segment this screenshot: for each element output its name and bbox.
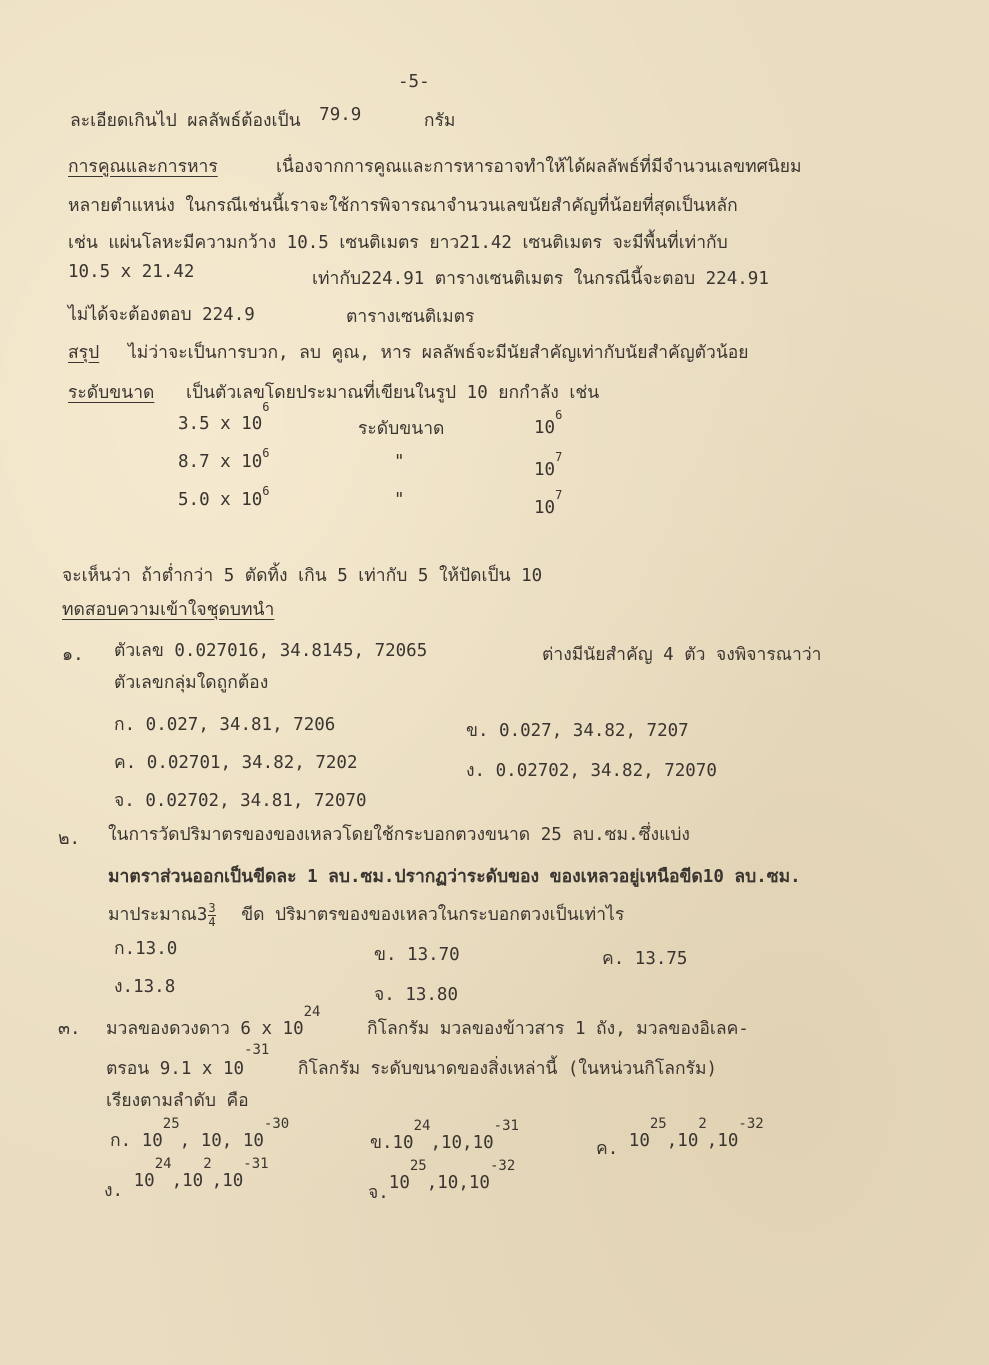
q3-line1 bbox=[106, 1004, 749, 1042]
intro-line bbox=[70, 106, 455, 134]
q2-fraction bbox=[208, 902, 215, 929]
mult-paragraph-4b: เท่ากับ224.91 ตารางเซนติเมตร ในกรณีนี้จะตอบ 224.91 bbox=[312, 269, 769, 289]
q1-option-c: ค. 0.02701, 34.82, 7202 bbox=[114, 753, 358, 773]
order-heading: ระดับขนาด bbox=[68, 383, 155, 403]
q3-option-d: ง. $10^{24},10^2,10^{-31}$ bbox=[104, 1156, 269, 1201]
intro-text: ละเอียดเกินไป ผลลัพธ์ต้องเป็น bbox=[70, 111, 301, 131]
intro-unit: กรัม bbox=[423, 111, 456, 131]
summary-heading: สรุป bbox=[68, 343, 100, 363]
order-row-3 bbox=[178, 484, 563, 518]
order-row-2 bbox=[178, 446, 563, 480]
order-result-exp: 7 bbox=[555, 450, 563, 464]
q1-number: ๑. bbox=[62, 645, 84, 665]
order-text: เป็นตัวเลขโดยประมาณที่เขียนในรูป 10 ยกกำลัง เช่น bbox=[186, 383, 600, 403]
q3-option-e-label: จ. bbox=[368, 1183, 389, 1203]
q3-option-a-label: ก. bbox=[110, 1131, 132, 1151]
q2-option-a: ก.13.0 bbox=[114, 939, 178, 959]
order-result-base: 10 bbox=[534, 498, 556, 518]
q2-line3b: ขีด ปริมาตรของของเหลวในกระบอกตวงเป็นเท่าไร bbox=[241, 905, 625, 925]
q2-line3a: มาประมาณ3 bbox=[108, 905, 208, 925]
q3-option-c: ค. $10^{25},10^2,10^{-32}$ bbox=[596, 1116, 764, 1159]
order-label: ระดับขนาด bbox=[358, 419, 445, 439]
q2-number: ๒. bbox=[58, 829, 81, 849]
order-base: 8.7 x 10 bbox=[178, 452, 263, 472]
order-base: 3.5 x 10 bbox=[178, 414, 263, 434]
q3-number: ๓. bbox=[58, 1019, 81, 1039]
q3-option-c-label: ค. bbox=[596, 1139, 619, 1159]
mult-paragraph-4a: 10.5 x 21.42 bbox=[68, 262, 195, 282]
q1-line1a: ตัวเลข 0.027016, 34.8145, 72065 bbox=[114, 641, 428, 661]
q3-option-e: จ$.10^{25},10,10^{-32}$ bbox=[368, 1158, 516, 1203]
q1-line1b: ต่างมีนัยสำคัญ 4 ตัว จงพิจารณาว่า bbox=[542, 645, 822, 665]
q1-option-a: ก. 0.027, 34.81, 7206 bbox=[114, 715, 336, 735]
q2-option-e: จ. 13.80 bbox=[374, 985, 459, 1005]
mult-paragraph-5a: ไม่ได้จะต้องตอบ 224.9 bbox=[68, 305, 255, 325]
q3-line1b: กิโลกรัม มวลของข้าวสาร 1 ถัง, มวลของอิเลค- bbox=[367, 1019, 749, 1039]
order-exp: 6 bbox=[262, 400, 270, 414]
q3-line1-exp: 24 bbox=[303, 1004, 321, 1020]
quiz-heading: ทดสอบความเข้าใจชุดบทนำ bbox=[62, 600, 275, 620]
mult-paragraph-3: เช่น แผ่นโลหะมีความกว้าง 10.5 เซนติเมตร ยาว21.42 เซนติเมตร จะมีพื้นที่เท่ากับ bbox=[68, 233, 728, 253]
order-label: " bbox=[394, 452, 405, 472]
mult-paragraph-2: หลายตำแหน่ง ในกรณีเช่นนี้เราจะใช้การพิจารณาจำนวนเลขนัยสำคัญที่น้อยที่สุดเป็นหลัก bbox=[68, 196, 738, 216]
q3-line2a: ตรอน 9.1 x 10 bbox=[106, 1059, 245, 1079]
q3-line2-exp: -31 bbox=[244, 1042, 270, 1058]
mult-heading: การคูณและการหาร bbox=[68, 157, 218, 177]
order-row-1 bbox=[178, 400, 563, 439]
order-exp: 6 bbox=[262, 484, 270, 498]
order-result-exp: 6 bbox=[555, 408, 563, 422]
q2-option-c: ค. 13.75 bbox=[602, 949, 688, 969]
order-base: 5.0 x 10 bbox=[178, 490, 263, 510]
order-label: " bbox=[394, 490, 405, 510]
order-result-exp: 7 bbox=[555, 488, 563, 502]
q2-fraction-num: 3 bbox=[208, 900, 216, 915]
q1-option-d: ง. 0.02702, 34.82, 72070 bbox=[466, 761, 717, 781]
q3-option-a: ก. $10^{25}$, 10, $10^{-30}$ bbox=[110, 1116, 290, 1151]
q3-line1a: มวลของดวงดาว 6 x 10 bbox=[106, 1019, 304, 1039]
intro-value: 79.9 bbox=[319, 105, 362, 125]
q2-fraction-den: 4 bbox=[208, 914, 216, 929]
q1-option-b: ข. 0.027, 34.82, 7207 bbox=[466, 721, 689, 741]
order-result-base: 10 bbox=[534, 418, 556, 438]
q3-option-b-label: ข. bbox=[370, 1133, 393, 1153]
page-number: -5- bbox=[398, 72, 430, 92]
summary-text: ไม่ว่าจะเป็นการบวก, ลบ คูณ, หาร ผลลัพธ์จะมีนัยสำคัญเท่ากับนัยสำคัญตัวน้อย bbox=[128, 343, 749, 363]
rounding-note: จะเห็นว่า ถ้าต่ำกว่า 5 ตัดทิ้ง เกิน 5 เท่ากับ 5 ให้ปัดเป็น 10 bbox=[62, 566, 543, 586]
q2-line3 bbox=[108, 900, 624, 929]
order-exp: 6 bbox=[262, 446, 270, 460]
q3-line2 bbox=[106, 1042, 718, 1082]
q3-line2b: กิโลกรัม ระดับขนาดของสิ่งเหล่านี้ (ในหน่วนกิโลกรัม) bbox=[297, 1059, 718, 1079]
q2-line2: มาตราส่วนออกเป็นขีดละ 1 ลบ.ซม.ปรากฏว่าระดับของ ของเหลวอยู่เหนือขีด10 ลบ.ซม. bbox=[108, 867, 801, 887]
q3-option-d-label: ง. bbox=[104, 1181, 124, 1201]
q3-line3: เรียงตามลำดับ คือ bbox=[106, 1091, 249, 1111]
mult-paragraph-1: เนื่องจากการคูณและการหารอาจทำให้ได้ผลลัพธ์ที่มีจำนวนเลขทศนิยม bbox=[276, 157, 802, 177]
mult-paragraph-5b: ตารางเซนติเมตร bbox=[346, 307, 475, 327]
q3-option-b: ข$.10^{24},10,10^{-31}$ bbox=[370, 1118, 519, 1153]
q1-option-e: จ. 0.02702, 34.81, 72070 bbox=[114, 791, 367, 811]
q1-line2: ตัวเลขกลุ่มใดถูกต้อง bbox=[114, 673, 269, 693]
q2-line1: ในการวัดปริมาตรของของเหลวโดยใช้กระบอกตวงขนาด 25 ลบ.ซม.ซึ่งแบ่ง bbox=[108, 825, 690, 845]
order-result-base: 10 bbox=[534, 460, 556, 480]
q2-option-b: ข. 13.70 bbox=[374, 945, 460, 965]
q2-option-d: ง.13.8 bbox=[114, 977, 176, 997]
